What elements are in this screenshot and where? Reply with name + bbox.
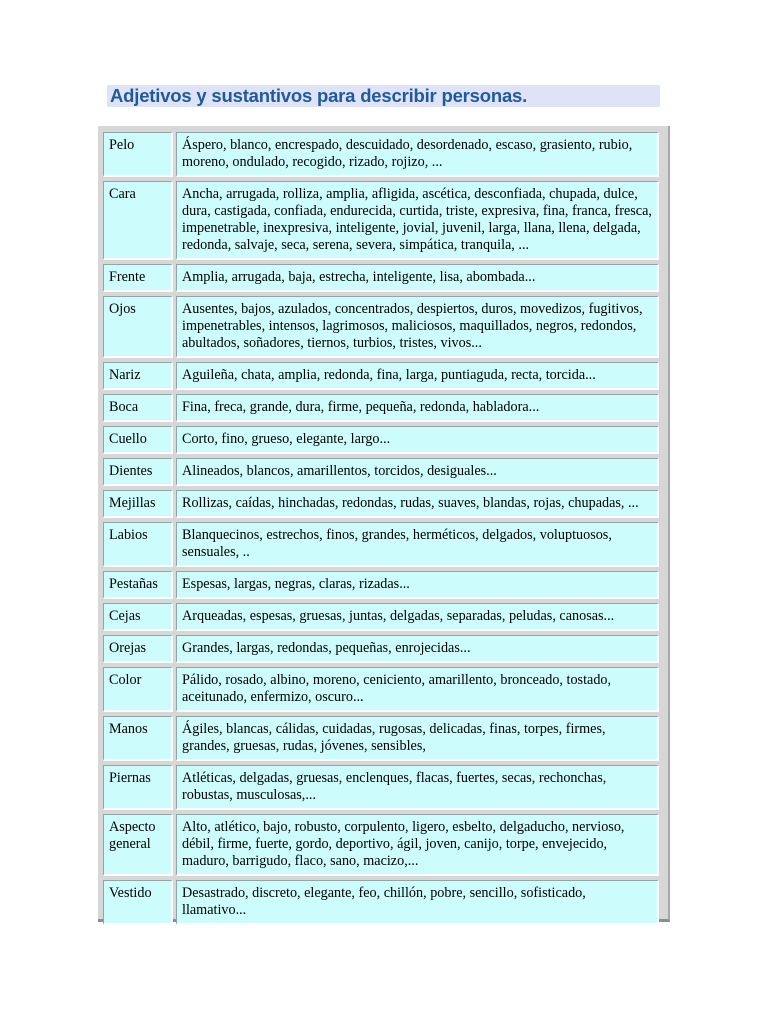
row-term: Nariz bbox=[103, 362, 173, 390]
row-term: Dientes bbox=[103, 458, 173, 486]
row-words: Aguileña, chata, amplia, redonda, fina, larga, puntiaguda, recta, torcida... bbox=[176, 362, 659, 390]
table-row bbox=[103, 264, 659, 292]
row-words: Blanquecinos, estrechos, finos, grandes, herméticos, delgados, voluptuosos, sensuales, .. bbox=[176, 522, 659, 567]
table-row bbox=[103, 571, 659, 599]
row-term: Orejas bbox=[103, 635, 173, 663]
row-words: Ausentes, bajos, azulados, concentrados, despiertos, duros, movedizos, fugitivos, impenetrables, intensos, lagrimosos, maliciosos, maquillados, negros, redondos, abultados, soñadores, tiernos, turbios, tristes, vivos... bbox=[176, 296, 659, 358]
table-row bbox=[103, 296, 659, 358]
row-words: Amplia, arrugada, baja, estrecha, inteligente, lisa, abombada... bbox=[176, 264, 659, 292]
row-words: Corto, fino, grueso, elegante, largo... bbox=[176, 426, 659, 454]
row-term: Cejas bbox=[103, 603, 173, 631]
row-words: Alto, atlético, bajo, robusto, corpulento, ligero, esbelto, delgaducho, nervioso, débil, firme, fuerte, gordo, deportivo, ágil, joven, canijo, torpe, envejecido, maduro, barrigudo, flaco, sano, macizo,... bbox=[176, 814, 659, 876]
table-row bbox=[103, 880, 659, 925]
table-row bbox=[103, 181, 659, 260]
row-words: Rollizas, caídas, hinchadas, redondas, rudas, suaves, blandas, rojas, chupadas, ... bbox=[176, 490, 659, 518]
table-row bbox=[103, 458, 659, 486]
row-words: Espesas, largas, negras, claras, rizadas... bbox=[176, 571, 659, 599]
table-row bbox=[103, 765, 659, 810]
table-row bbox=[103, 522, 659, 567]
row-term: Cuello bbox=[103, 426, 173, 454]
table-row bbox=[103, 667, 659, 712]
row-term: Pelo bbox=[103, 132, 173, 177]
description-table-frame bbox=[98, 126, 670, 922]
description-table bbox=[100, 128, 662, 929]
row-words: Alineados, blancos, amarillentos, torcidos, desiguales... bbox=[176, 458, 659, 486]
table-row bbox=[103, 394, 659, 422]
row-term: Frente bbox=[103, 264, 173, 292]
row-term: Manos bbox=[103, 716, 173, 761]
row-words: Arqueadas, espesas, gruesas, juntas, delgadas, separadas, peludas, canosas... bbox=[176, 603, 659, 631]
row-term: Color bbox=[103, 667, 173, 712]
row-term: Piernas bbox=[103, 765, 173, 810]
page-title: Adjetivos y sustantivos para describir personas. bbox=[110, 85, 528, 106]
table-row bbox=[103, 132, 659, 177]
row-words: Desastrado, discreto, elegante, feo, chillón, pobre, sencillo, sofisticado, llamativo... bbox=[176, 880, 659, 925]
row-words: Atléticas, delgadas, gruesas, enclenques, flacas, fuertes, secas, rechonchas, robustas, musculosas,... bbox=[176, 765, 659, 810]
row-term: Cara bbox=[103, 181, 173, 260]
table-row bbox=[103, 426, 659, 454]
row-term: Mejillas bbox=[103, 490, 173, 518]
row-term: Boca bbox=[103, 394, 173, 422]
table-row bbox=[103, 635, 659, 663]
table-row bbox=[103, 716, 659, 761]
table-row bbox=[103, 603, 659, 631]
table-body bbox=[103, 132, 659, 925]
row-words: Ágiles, blancas, cálidas, cuidadas, rugosas, delicadas, finas, torpes, firmes, grandes, gruesas, rudas, jóvenes, sensibles, bbox=[176, 716, 659, 761]
table-row bbox=[103, 490, 659, 518]
row-term: Pestañas bbox=[103, 571, 173, 599]
row-words: Áspero, blanco, encrespado, descuidado, desordenado, escaso, grasiento, rubio, moreno, ondulado, recogido, rizado, rojizo, ... bbox=[176, 132, 659, 177]
table-row bbox=[103, 362, 659, 390]
row-words: Fina, freca, grande, dura, firme, pequeña, redonda, habladora... bbox=[176, 394, 659, 422]
title-banner bbox=[107, 85, 660, 107]
row-words: Pálido, rosado, albino, moreno, ceniciento, amarillento, bronceado, tostado, aceitunado, enfermizo, oscuro... bbox=[176, 667, 659, 712]
row-term: Aspecto general bbox=[103, 814, 173, 876]
row-term: Vestido bbox=[103, 880, 173, 925]
row-words: Ancha, arrugada, rolliza, amplia, afligida, ascética, desconfiada, chupada, dulce, dura, castigada, confiada, endurecida, curtida, triste, expresiva, fina, franca, fresca, impenetrable, inexpresiva, inteligente, jovial, juvenil, larga, llana, llena, delgada, redonda, salvaje, seca, serena, severa, simpática, tranquila, ... bbox=[176, 181, 659, 260]
row-words: Grandes, largas, redondas, pequeñas, enrojecidas... bbox=[176, 635, 659, 663]
table-row bbox=[103, 814, 659, 876]
row-term: Ojos bbox=[103, 296, 173, 358]
row-term: Labios bbox=[103, 522, 173, 567]
